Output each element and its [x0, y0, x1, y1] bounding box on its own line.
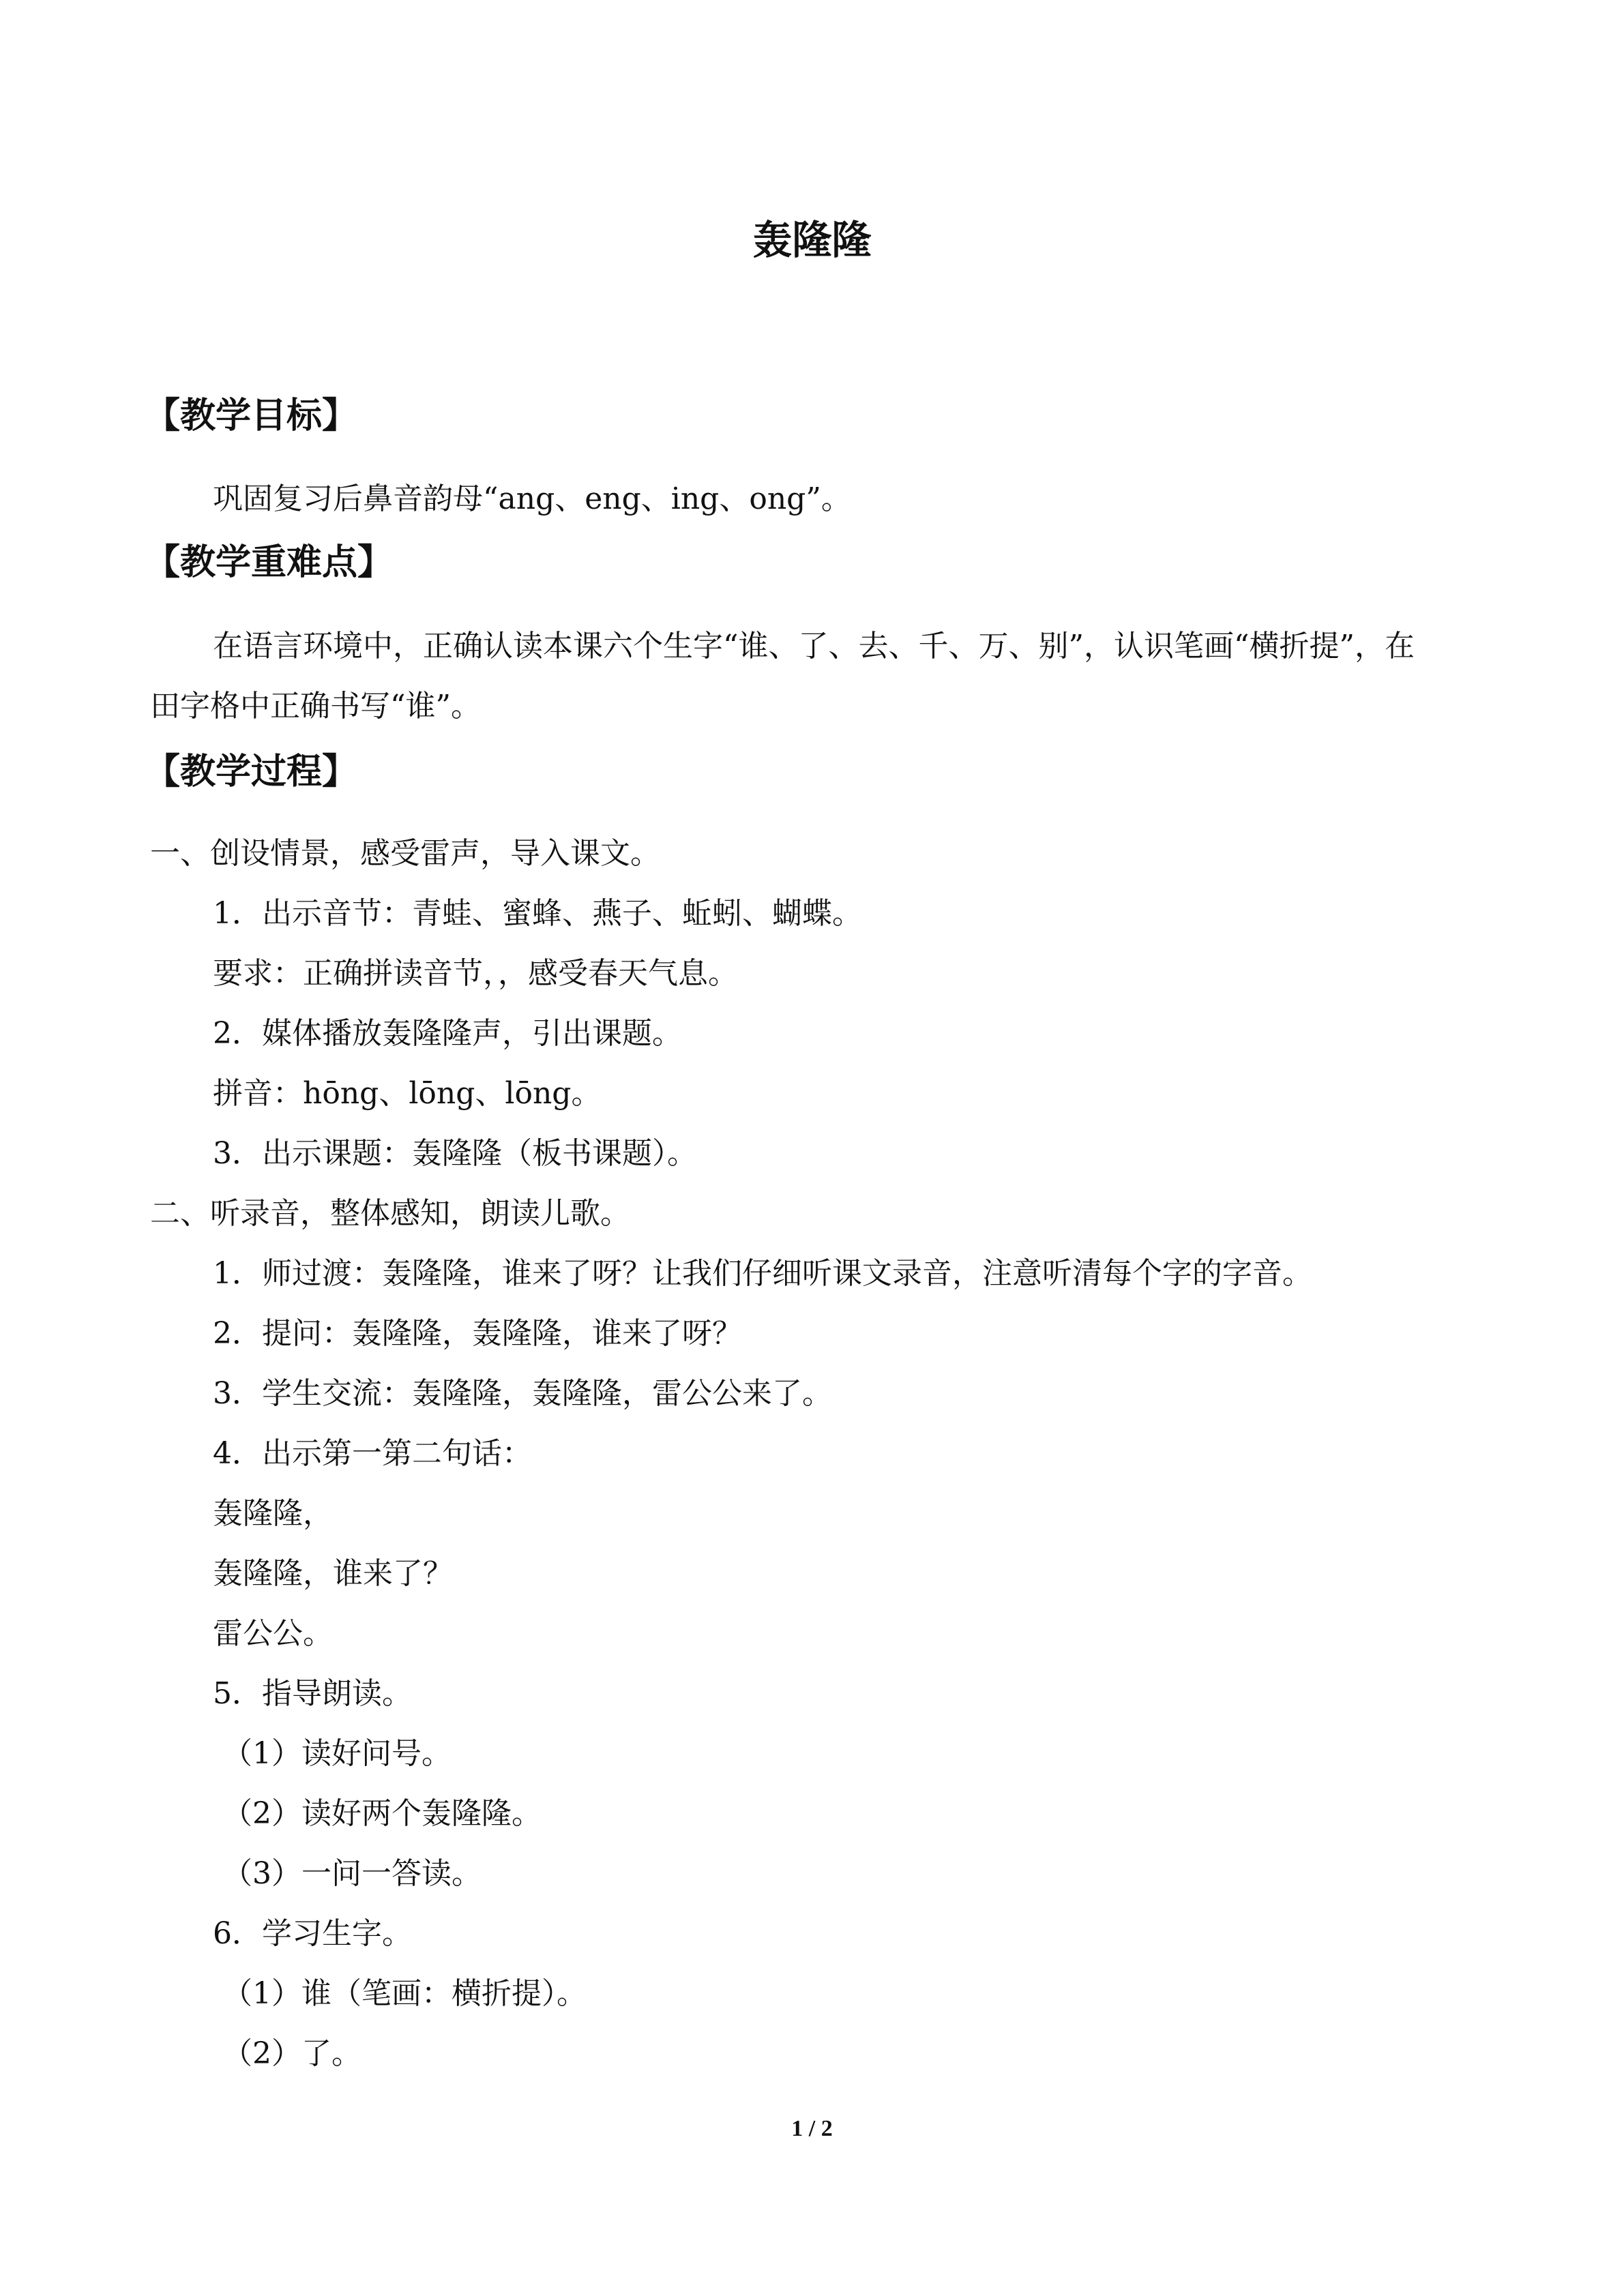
- process-line: 二、听录音，整体感知，朗读儿歌。: [150, 1196, 630, 1231]
- process-line: 要求：正确拼读音节，，感受春天气息。: [213, 956, 738, 991]
- process-line: 1．师过渡：轰隆隆，谁来了呀？让我们仔细听课文录音，注意听清每个字的字音。: [213, 1256, 1312, 1291]
- process-line: 6．学习生字。: [213, 1916, 412, 1951]
- heading-teaching-goals: 【教学目标】: [145, 396, 358, 436]
- process-line: （1）谁（笔画：横折提）。: [222, 1976, 587, 2011]
- process-line: （1）读好问号。: [222, 1736, 452, 1771]
- process-line: 雷公公。: [213, 1616, 333, 1651]
- process-line: 2．媒体播放轰隆隆声，引出课题。: [213, 1016, 682, 1051]
- process-line: 轰隆隆，: [213, 1496, 333, 1531]
- goals-paragraph: 巩固复习后鼻音韵母“ang、eng、ing、ong”。: [213, 481, 851, 516]
- page-number: 1 / 2: [791, 2116, 833, 2141]
- document-title: 轰隆隆: [752, 217, 872, 263]
- process-line: 1．出示音节：青蛙、蜜蜂、燕子、蚯蚓、蝴蝶。: [213, 896, 862, 931]
- process-line: 3．出示课题：轰隆隆（板书课题）。: [213, 1136, 697, 1171]
- process-line: 一、创设情景，感受雷声，导入课文。: [150, 836, 660, 871]
- process-line: 4．出示第一第二句话：: [213, 1436, 532, 1471]
- process-line: （2）读好两个轰隆隆。: [222, 1796, 542, 1831]
- process-line: （3）一问一答读。: [222, 1856, 482, 1891]
- process-line: 5．指导朗读。: [213, 1676, 412, 1711]
- heading-key-points: 【教学重难点】: [145, 542, 394, 583]
- process-line: 轰隆隆，谁来了？: [213, 1556, 453, 1591]
- key-points-paragraph: 在语言环境中，正确认读本课六个生字“谁、了、去、千、万、别”，认识笔画“横折提”，在田字格中正确书写“谁”。: [150, 629, 1415, 724]
- process-line: 3．学生交流：轰隆隆，轰隆隆，雷公公来了。: [213, 1376, 832, 1411]
- heading-teaching-process: 【教学过程】: [145, 751, 358, 792]
- process-line: 2．提问：轰隆隆，轰隆隆，谁来了呀？: [213, 1316, 742, 1351]
- process-line: （2）了。: [222, 2036, 361, 2071]
- process-line: 拼音：hōng、lōng、lōng。: [213, 1076, 602, 1111]
